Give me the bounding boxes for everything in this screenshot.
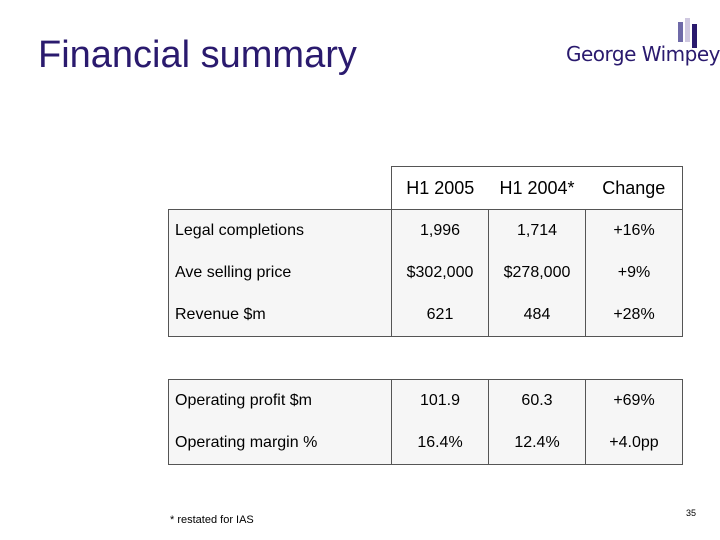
header-row <box>169 167 683 210</box>
column-header-h1-2004: H1 2004* <box>489 167 586 210</box>
table-row <box>169 294 683 337</box>
header-corner <box>169 167 392 210</box>
cell-value: 621 <box>392 294 489 337</box>
cell-value: 484 <box>489 294 586 337</box>
cell-value: +9% <box>586 252 683 294</box>
table-row <box>169 210 683 253</box>
column-header-h1-2005: H1 2005 <box>392 167 489 210</box>
table-gap <box>169 337 683 380</box>
footnote: * restated for IAS <box>170 514 254 526</box>
cell-value: 1,714 <box>489 210 586 253</box>
page-number: 35 <box>686 508 697 518</box>
cell-value: 60.3 <box>489 380 586 423</box>
cell-value: 16.4% <box>392 422 489 465</box>
table-row <box>169 380 683 423</box>
cell-value: +69% <box>586 380 683 423</box>
cell-value: +4.0pp <box>586 422 683 465</box>
cell-value: $302,000 <box>392 252 489 294</box>
cell-value: 101.9 <box>392 380 489 423</box>
financial-table <box>168 166 683 465</box>
row-label: Legal completions <box>169 210 392 253</box>
page-title: Financial summary <box>38 34 357 76</box>
row-label: Revenue $m <box>169 294 392 337</box>
row-label: Operating profit $m <box>169 380 392 423</box>
table-row <box>169 252 683 294</box>
cell-value: +16% <box>586 210 683 253</box>
row-label: Ave selling price <box>169 252 392 294</box>
table-row <box>169 422 683 465</box>
company-logo <box>566 18 720 74</box>
cell-value: $278,000 <box>489 252 586 294</box>
row-label: Operating margin % <box>169 422 392 465</box>
logo-wordmark: George Wimpey <box>566 42 720 66</box>
cell-value: +28% <box>586 294 683 337</box>
column-header-change: Change <box>586 167 683 210</box>
cell-value: 12.4% <box>489 422 586 465</box>
cell-value: 1,996 <box>392 210 489 253</box>
